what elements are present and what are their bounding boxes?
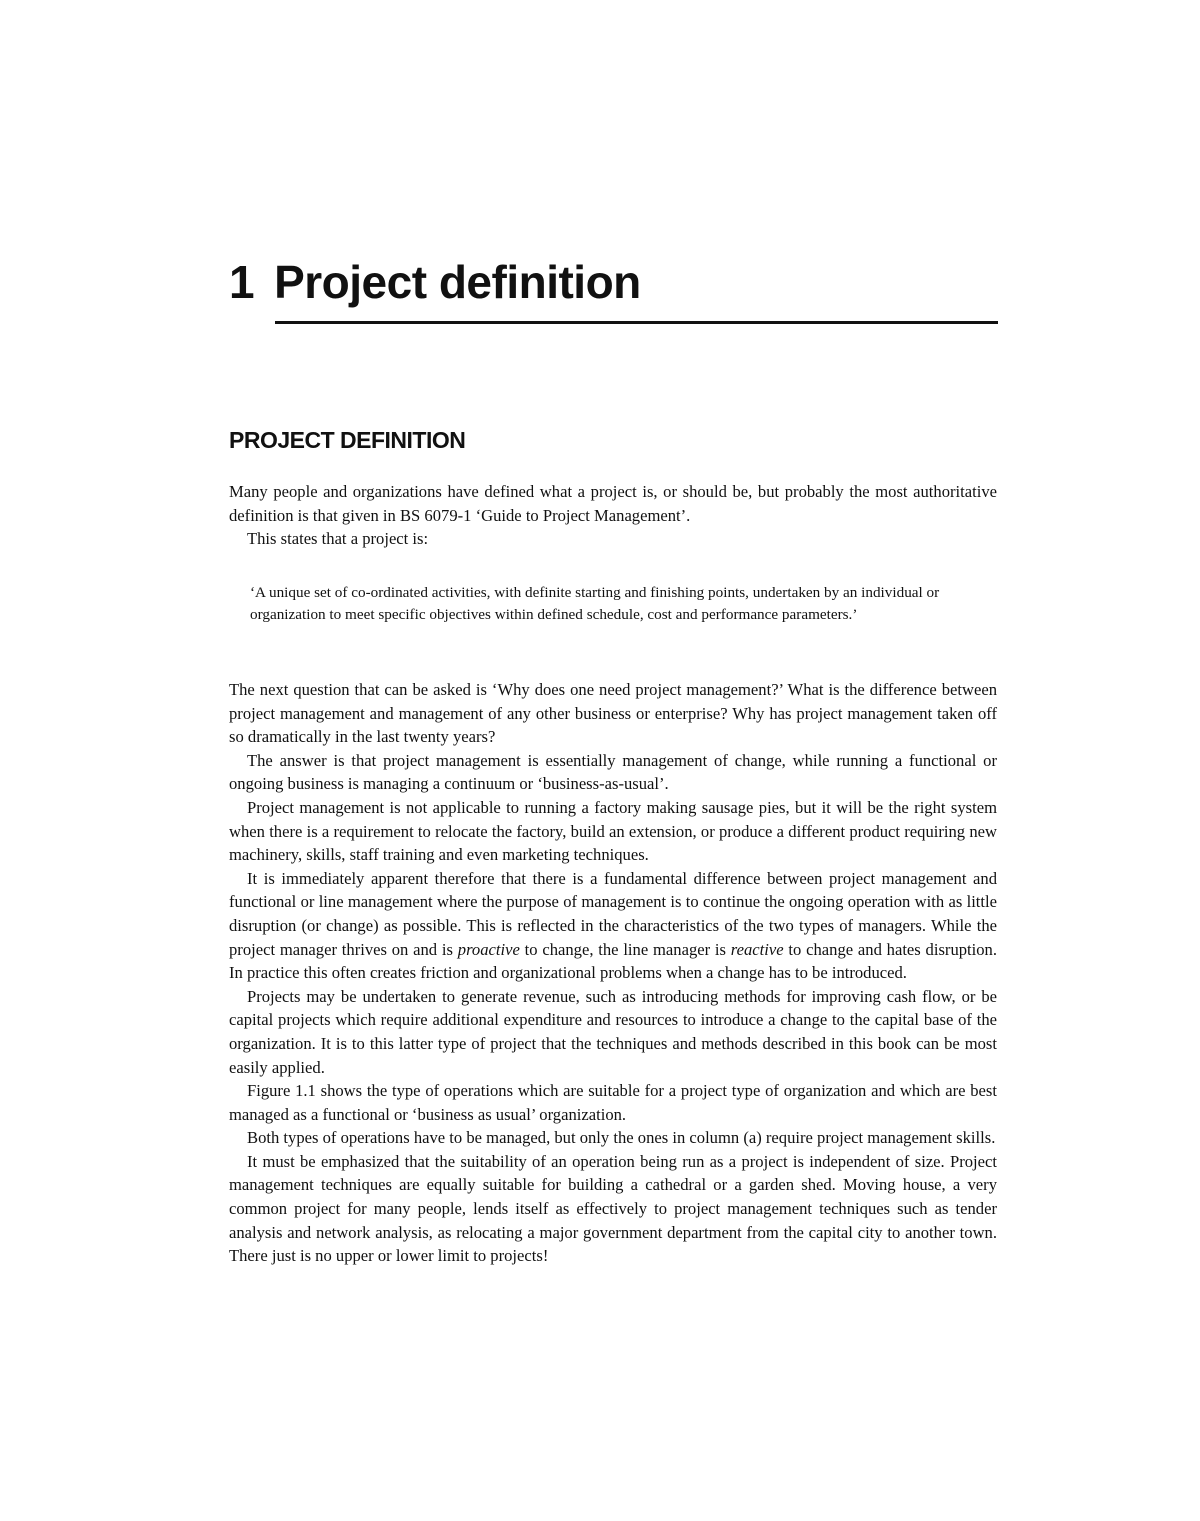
body-paragraph-4	[229, 867, 997, 985]
chapter-heading	[229, 252, 998, 312]
main-text	[229, 678, 997, 1268]
emphasis-reactive: reactive	[730, 939, 784, 959]
body-paragraph-4-part-c: to change and hates disruption. In practice this often creates friction and organizational problems when a change has to be introduced.	[229, 939, 997, 983]
body-paragraph-3: Project management is not applicable to running a factory making sausage pies, but it will be the right system when there is a requirement to relocate the factory, build an extension, or produce a different product requiring new machinery, skills, staff training and even marketing techniques.	[229, 797, 997, 865]
chapter-title-rule	[275, 321, 998, 324]
bs6079-definition-quote: ‘A unique set of co-ordinated activities, with definite starting and finishing points, undertaken by an individual or organization to meet specific objectives within defined schedule, cost and performance parameters.’	[250, 584, 940, 623]
body-paragraph-5: Projects may be undertaken to generate revenue, such as introducing methods for improving cash flow, or be capital projects which require additional expenditure and resources to introduce a change to the capital base of the organization. It is to this latter type of project that the techniques and methods described in this book can be most easily applied.	[229, 986, 997, 1077]
chapter-title: Project definition	[274, 256, 641, 308]
intro-paragraph: Many people and organizations have defined what a project is, or should be, but probably the most authoritative definition is that given in BS 6079-1 ‘Guide to Project Management’.	[229, 482, 997, 525]
chapter-number: 1	[229, 256, 255, 308]
body-paragraph-4-part-a: It is immediately apparent therefore that there is a fundamental difference between project management and functional or line management where the purpose of management is to continue the ongoing operation with as little disruption (or change) as possible. This is reflected in the characteristics of the two types of managers. While the project manager thrives on and is	[229, 868, 997, 959]
body-paragraph-7: Both types of operations have to be managed, but only the ones in column (a) require project management skills.	[247, 1128, 996, 1148]
body-paragraph-4-part-b: to change, the line manager is	[519, 939, 731, 959]
emphasis-proactive: proactive	[457, 939, 520, 959]
section-heading: PROJECT DEFINITION	[229, 427, 466, 453]
body-paragraph-2: The answer is that project management is essentially management of change, while running a functional or ongoing business is managing a continuum or ‘business-as-usual’.	[229, 750, 997, 794]
body-paragraph-6: Figure 1.1 shows the type of operations which are suitable for a project type of organization and which are best managed as a functional or ‘business as usual’ organization.	[229, 1081, 997, 1124]
body-paragraph-8: It must be emphasized that the suitability of an operation being run as a project is independent of size. Project management techniques are equally suitable for building a cathedral or a garden shed. Moving house, a very common project for many people, lends itself as effectively to project management techniques such as tender analysis and network analysis, as relocating a major government department from the capital city to another town. There just is no upper or lower limit to projects!	[229, 1151, 997, 1266]
intro-lead-in: This states that a project is:	[247, 529, 429, 548]
body-paragraph-1: The next question that can be asked is ‘Why does one need project management?’ What is the difference between project management and management of any other business or enterprise? Why has project management taken off so dramatically in the last twenty years?	[229, 680, 997, 747]
